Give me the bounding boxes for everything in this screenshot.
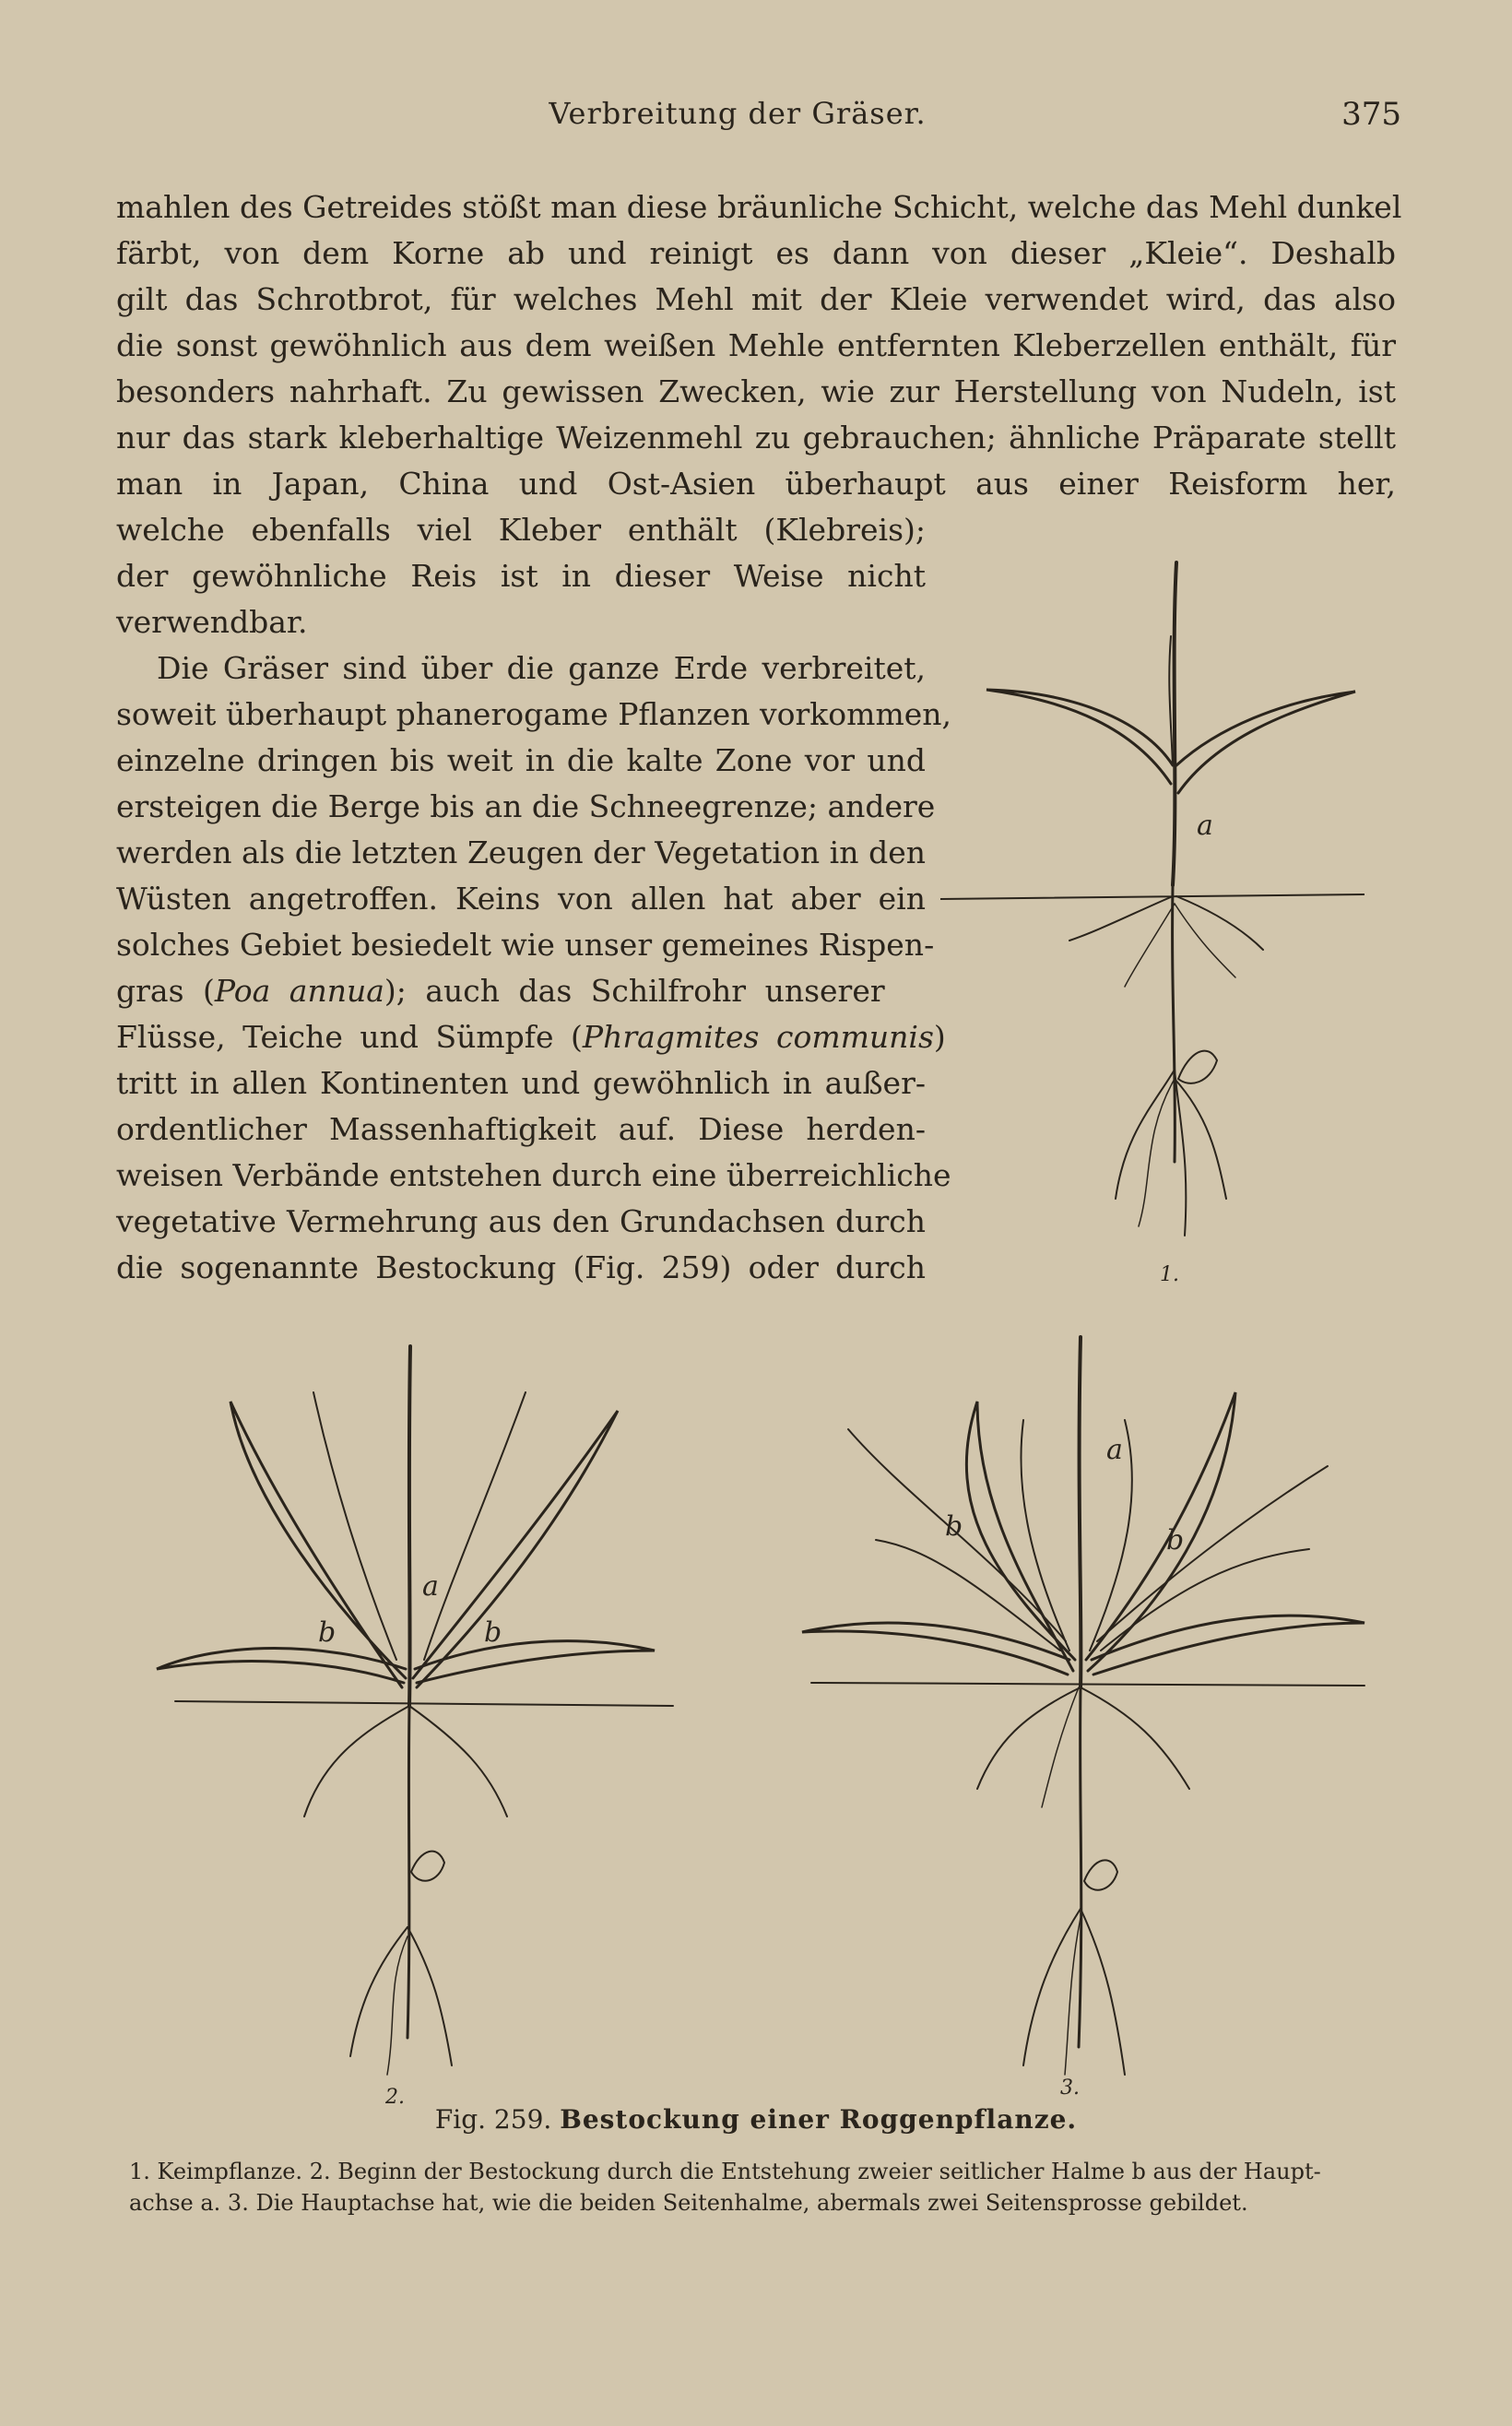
tillering-start-illustration	[138, 1337, 710, 2084]
label-b-left: b	[318, 1616, 337, 1649]
text-line: färbt, von dem Korne ab und reinigt es dann von dieser „Kleie“. Deshalb	[116, 235, 1396, 271]
text-line: werden als die letzten Zeugen der Vegetation in den	[116, 834, 926, 870]
text-line: Die Gräser sind über die ganze Erde verbreitet,	[157, 650, 926, 686]
tillering-advanced-illustration	[793, 1328, 1383, 2084]
page-number: 375	[1341, 96, 1401, 133]
figure-panel-label-1: 1.	[1160, 1263, 1179, 1286]
text-line: Wüsten angetroffen. Keins von allen hat aber ein	[116, 881, 926, 917]
figure-title: Bestockung einer Roggenpflanze.	[560, 2104, 1078, 2135]
text-segment: gras (	[116, 973, 215, 1009]
text-line: ordentlicher Massenhaftigkeit auf. Diese herden-	[116, 1111, 926, 1147]
text-line: weisen Verbände entstehen durch eine überreichliche	[116, 1157, 951, 1193]
text-line	[116, 1014, 946, 1060]
text-line: der gewöhnliche Reis ist in dieser Weise nicht	[116, 558, 926, 594]
figure-panel-label-3: 3.	[1060, 2077, 1080, 2100]
figure-legend-line: achse a. 3. Die Hauptachse hat, wie die beiden Seitenhalme, abermals zwei Seitensprosse gebildet.	[129, 2190, 1248, 2216]
label-a: a	[1197, 810, 1213, 842]
label-a: a	[1106, 1434, 1123, 1466]
label-a: a	[422, 1570, 439, 1603]
figure-panel-label-2: 2.	[385, 2086, 405, 2109]
text-line: die sogenannte Bestockung (Fig. 259) oder durch	[116, 1249, 926, 1285]
figure-legend-line: 1. Keimpflanze. 2. Beginn der Bestockung durch die Entstehung zweier seitlicher Halme b aus der Haupt-	[129, 2159, 1321, 2184]
seedling-illustration	[940, 553, 1364, 1291]
text-line: man in Japan, China und Ost-Asien überhaupt aus einer Reisform her,	[116, 466, 1396, 502]
text-line: solches Gebiet besiedelt wie unser gemeines Rispen-	[116, 927, 935, 963]
text-line: nur das stark kleberhaltige Weizenmehl zu gebrauchen; ähnliche Präparate stellt	[116, 420, 1396, 456]
text-line: tritt in allen Kontinenten und gewöhnlich in außer-	[116, 1065, 926, 1101]
text-line: vegetative Vermehrung aus den Grundachsen durch	[116, 1203, 926, 1239]
text-line: welche ebenfalls viel Kleber enthält (Klebreis);	[116, 512, 926, 548]
text-line: soweit überhaupt phanerogame Pflanzen vorkommen,	[116, 696, 952, 732]
figure-number: Fig. 259.	[434, 2104, 552, 2135]
label-b-right: b	[484, 1616, 502, 1649]
text-line: ersteigen die Berge bis an die Schneegrenze; andere	[116, 788, 936, 824]
text-line: verwendbar.	[116, 604, 308, 640]
text-line: die sonst gewöhnlich aus dem weißen Mehle entfernten Kleberzellen enthält, für	[116, 327, 1396, 363]
text-line: besonders nahrhaft. Zu gewissen Zwecken, wie zur Herstellung von Nudeln, ist	[116, 373, 1396, 409]
figure-caption	[277, 2104, 1235, 2135]
text-segment: ); auch das Schilfrohr unserer	[384, 973, 885, 1009]
text-segment: )	[933, 1019, 946, 1055]
text-segment: Flüsse, Teiche und Sümpfe (	[116, 1019, 583, 1055]
text-line	[116, 968, 926, 1014]
text-line: gilt das Schrotbrot, für welches Mehl mit der Kleie verwendet wird, das also	[116, 281, 1396, 317]
label-b-right: b	[1166, 1524, 1185, 1556]
text-line: mahlen des Getreides stößt man diese bräunliche Schicht, welche das Mehl dunkel	[116, 189, 1402, 225]
text-line: einzelne dringen bis weit in die kalte Zone vor und	[116, 742, 926, 778]
label-b-left: b	[945, 1510, 963, 1543]
species-name: Phragmites communis	[582, 1019, 934, 1055]
running-header: Verbreitung der Gräser.	[549, 96, 927, 131]
species-name: Poa annua	[214, 973, 384, 1009]
